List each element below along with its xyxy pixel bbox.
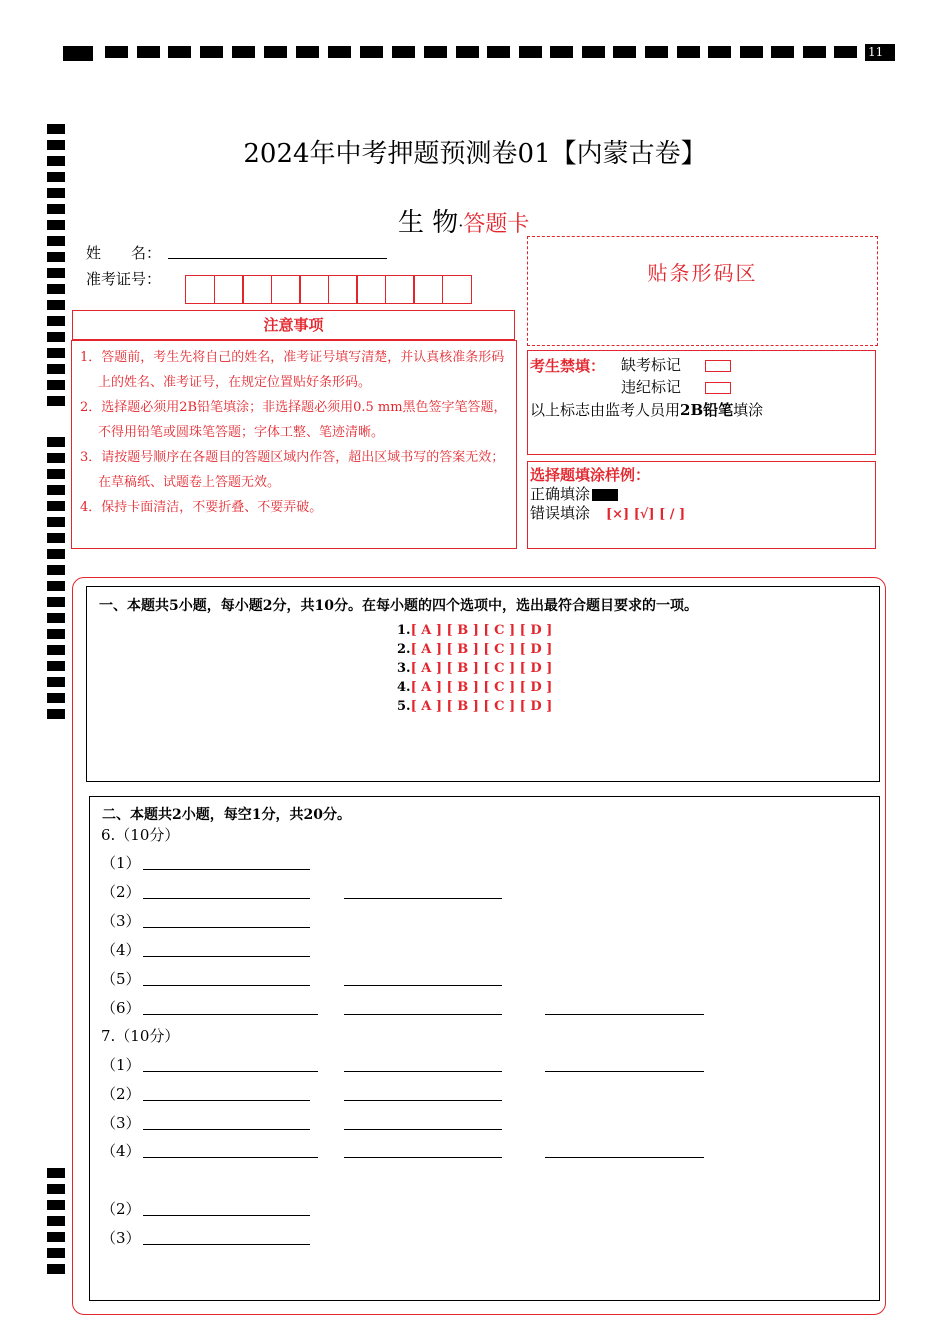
sub-label: （4） bbox=[101, 1142, 141, 1160]
notice-item: 2．选择题必须用2B铅笔填涂；非选择题必须用0.5 mm黑色签字笔答题，不得用铅笔或圆珠笔答题；字体工整、笔迹清晰。 bbox=[80, 400, 507, 440]
answer-card-label: 答题卡 bbox=[463, 212, 530, 237]
sub-label: （4） bbox=[101, 941, 141, 959]
answer-line[interactable] bbox=[344, 1100, 502, 1101]
answer-line[interactable] bbox=[344, 985, 502, 986]
ban-box bbox=[527, 350, 876, 455]
sub-label: （3） bbox=[101, 1229, 141, 1247]
answer-line[interactable] bbox=[545, 1157, 704, 1158]
sub-label: （6） bbox=[101, 999, 141, 1017]
ban-note: 以上标志由监考人员用2B铅笔填涂 bbox=[530, 401, 764, 419]
answer-line[interactable] bbox=[545, 1071, 704, 1072]
notice-item: 1．答题前，考生先将自己的姓名，准考证号填写清楚，并认真核准条形码上的姓名、准考证号，在规定位置贴好条形码。 bbox=[80, 350, 505, 390]
sub-label: （2） bbox=[101, 883, 141, 901]
sub-label: （2） bbox=[101, 1085, 141, 1103]
page-title: 2024年中考押题预测卷01【内蒙古卷】 bbox=[243, 139, 707, 169]
answer-line[interactable] bbox=[344, 1129, 502, 1130]
notice-heading: 注意事项 bbox=[72, 310, 515, 340]
answer-line[interactable] bbox=[545, 1014, 704, 1015]
choice-row[interactable]: 4.[ A ] [ B ] [ C ] [ D ] bbox=[397, 680, 553, 695]
violation-mark[interactable] bbox=[705, 382, 731, 394]
answer-line[interactable] bbox=[143, 1071, 318, 1072]
section2-heading: 二、本题共2小题，每空1分，共20分。 bbox=[102, 807, 351, 823]
answer-line[interactable] bbox=[143, 1100, 310, 1101]
sub-label: （3） bbox=[101, 912, 141, 930]
answer-line[interactable] bbox=[143, 1215, 310, 1216]
answer-line[interactable] bbox=[143, 869, 310, 870]
subtitle-dot: · bbox=[458, 216, 464, 235]
sample-title: 选择题填涂样例： bbox=[530, 466, 651, 484]
answer-line[interactable] bbox=[143, 956, 310, 957]
answer-line[interactable] bbox=[344, 898, 502, 899]
sub-label: （1） bbox=[101, 854, 141, 872]
choice-row[interactable]: 3.[ A ] [ B ] [ C ] [ D ] bbox=[397, 661, 553, 676]
section1-heading: 一、本题共5小题，每小题2分，共10分。在每小题的四个选项中，选出最符合题目要求的一项。 bbox=[99, 598, 698, 614]
answer-line[interactable] bbox=[143, 1244, 310, 1245]
sub-label: （5） bbox=[101, 970, 141, 988]
answer-line[interactable] bbox=[143, 1129, 310, 1130]
filled-sample bbox=[592, 489, 618, 501]
answer-line[interactable] bbox=[143, 1157, 318, 1158]
barcode-area bbox=[527, 236, 878, 346]
correct-label: 正确填涂 bbox=[530, 485, 591, 503]
exam-id-label: 准考证号： bbox=[86, 270, 162, 288]
subject-label: 生 物 bbox=[398, 208, 459, 238]
question-6-label: 6.（10分） bbox=[101, 826, 180, 844]
absent-label: 缺考标记 bbox=[621, 356, 682, 374]
notice-box bbox=[71, 340, 517, 549]
sub-label: （1） bbox=[101, 1056, 141, 1074]
name-label: 姓 名： bbox=[86, 244, 162, 262]
subtitle bbox=[398, 202, 529, 239]
wrong-label: 错误填涂 bbox=[530, 504, 591, 522]
exam-id-cells[interactable] bbox=[185, 275, 470, 304]
sub-label: （2） bbox=[101, 1200, 141, 1218]
answer-line[interactable] bbox=[143, 985, 310, 986]
question-7-label: 7.（10分） bbox=[101, 1027, 180, 1045]
absent-mark[interactable] bbox=[705, 360, 731, 372]
choice-row[interactable]: 2.[ A ] [ B ] [ C ] [ D ] bbox=[397, 642, 553, 657]
answer-line[interactable] bbox=[143, 927, 310, 928]
sub-label: （3） bbox=[101, 1114, 141, 1132]
answer-line[interactable] bbox=[344, 1157, 502, 1158]
ban-label: 考生禁填： bbox=[530, 357, 606, 375]
notice-item: 3．请按题号顺序在各题目的答题区域内作答，超出区域书写的答案无效；在草稿纸、试题卷上答题无效。 bbox=[80, 450, 505, 490]
answer-line[interactable] bbox=[344, 1071, 502, 1072]
wrong-marks: [×] [√] [ / ] bbox=[606, 507, 686, 522]
sample-box bbox=[527, 461, 876, 549]
answer-line[interactable] bbox=[143, 898, 310, 899]
answer-line[interactable] bbox=[143, 1014, 318, 1015]
choice-row[interactable]: 1.[ A ] [ B ] [ C ] [ D ] bbox=[397, 623, 553, 638]
barcode-label: 贴条形码区 bbox=[647, 261, 758, 285]
answer-line[interactable] bbox=[344, 1014, 502, 1015]
name-field[interactable] bbox=[168, 258, 387, 259]
notice-item: 4．保持卡面清洁，不要折叠、不要弄破。 bbox=[80, 500, 323, 515]
choice-row[interactable]: 5.[ A ] [ B ] [ C ] [ D ] bbox=[397, 699, 553, 714]
section-fill bbox=[89, 796, 880, 1301]
page-number: 11 bbox=[865, 44, 895, 61]
violation-label: 违纪标记 bbox=[621, 378, 682, 396]
